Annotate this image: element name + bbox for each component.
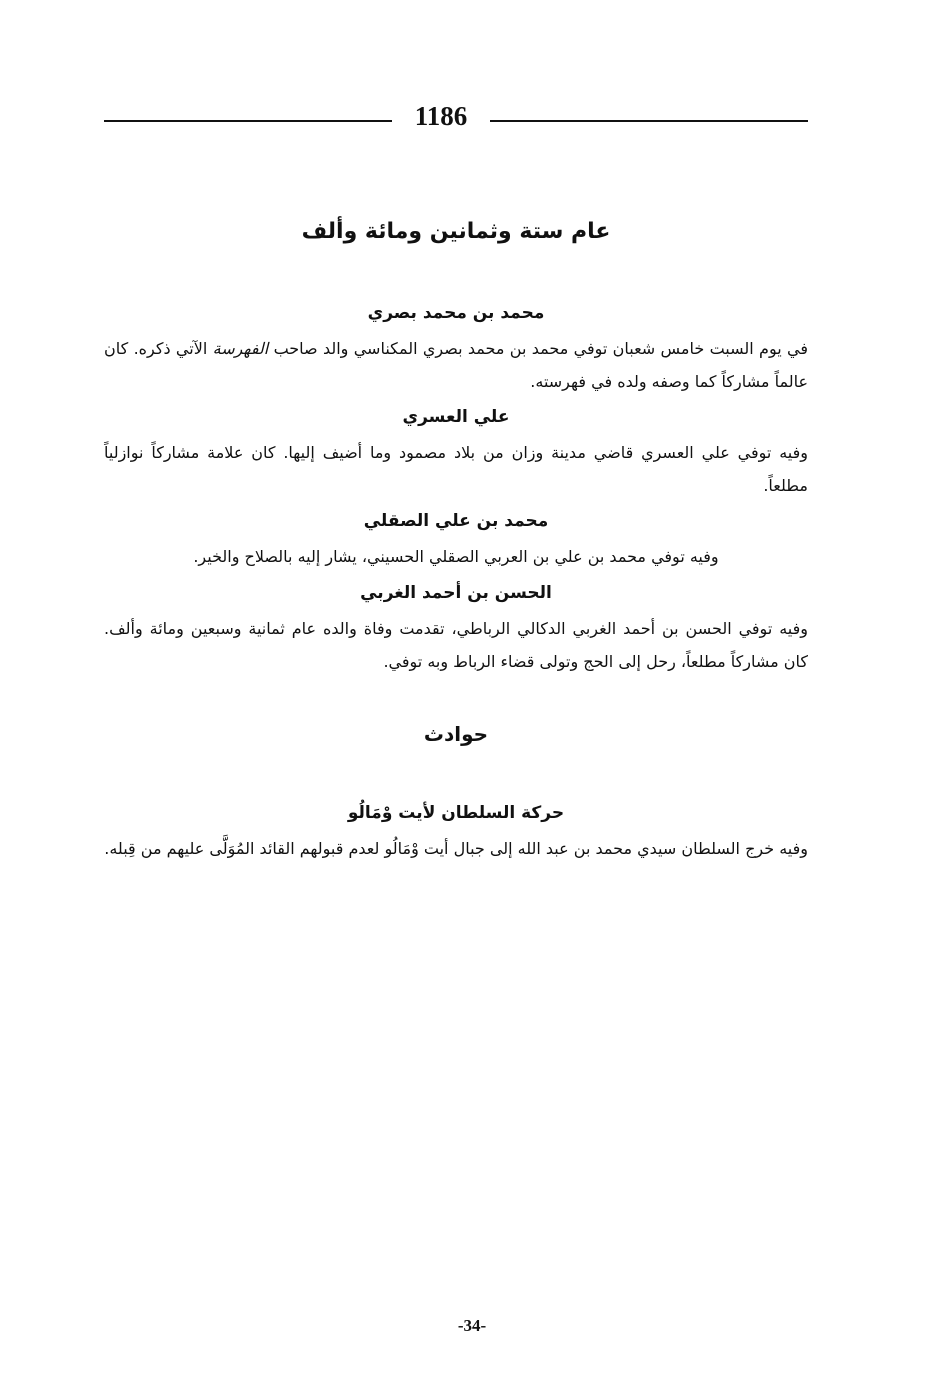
entry-body-gharbi: وفيه توفي الحسن بن أحمد الغربي الدكالي الرباطي، تقدمت وفاة والده عام ثمانية وسبعين ومائة وألف. كان مشاركاً مطلعاً، رحل إلى الحج وتولى قضاء الرباط وبه توفي. [104,619,808,671]
event-heading: حركة السلطان لأيت وْمَالُو [347,803,565,823]
running-header [104,98,808,138]
entry-heading-asri: علي العسري [402,407,510,427]
entry-heading-basri: محمد بن محمد بصري [367,303,545,323]
entry-body-asri: وفيه توفي علي العسري قاضي مدينة وزان من بلاد مصمود وما أضيف إليها. كان علامة مشاركاً نوازلياً مطلعاً. [104,443,808,495]
events-section-title: حوادث [423,722,489,746]
event-body: وفيه خرج السلطان سيدي محمد بن عبد الله إلى جبال أيت وْمَالُو لعدم قبولهم القائد المُوَلَّى عليهم من قِبله. [104,839,808,858]
entry-body-text: في يوم السبت خامس شعبان توفي محمد بن محمد بصري المكناسي والد صاحب [273,339,808,358]
entry-body-text: الآتي ذكره. كان عالماً مشاركاً كما وصفه ولده في فهرسته. [104,339,808,391]
header-year: 1186 [414,101,468,131]
entry-heading-siqilli: محمد بن علي الصقلي [363,511,549,531]
entry-heading-gharbi: الحسن بن أحمد الغربي [360,583,552,603]
entry-body-basri [104,332,808,398]
entry-body-siqilli: وفيه توفي محمد بن علي بن العربي الصقلي الحسيني، يشار إليه بالصلاح والخير. [193,547,719,566]
header-rule-left [104,120,392,122]
page-number: -34- [457,1316,487,1335]
chapter-title: عام ستة وثمانين ومائة وألف [301,219,611,244]
book-title: الفهرسة [212,339,269,358]
header-rule-right [490,120,808,122]
